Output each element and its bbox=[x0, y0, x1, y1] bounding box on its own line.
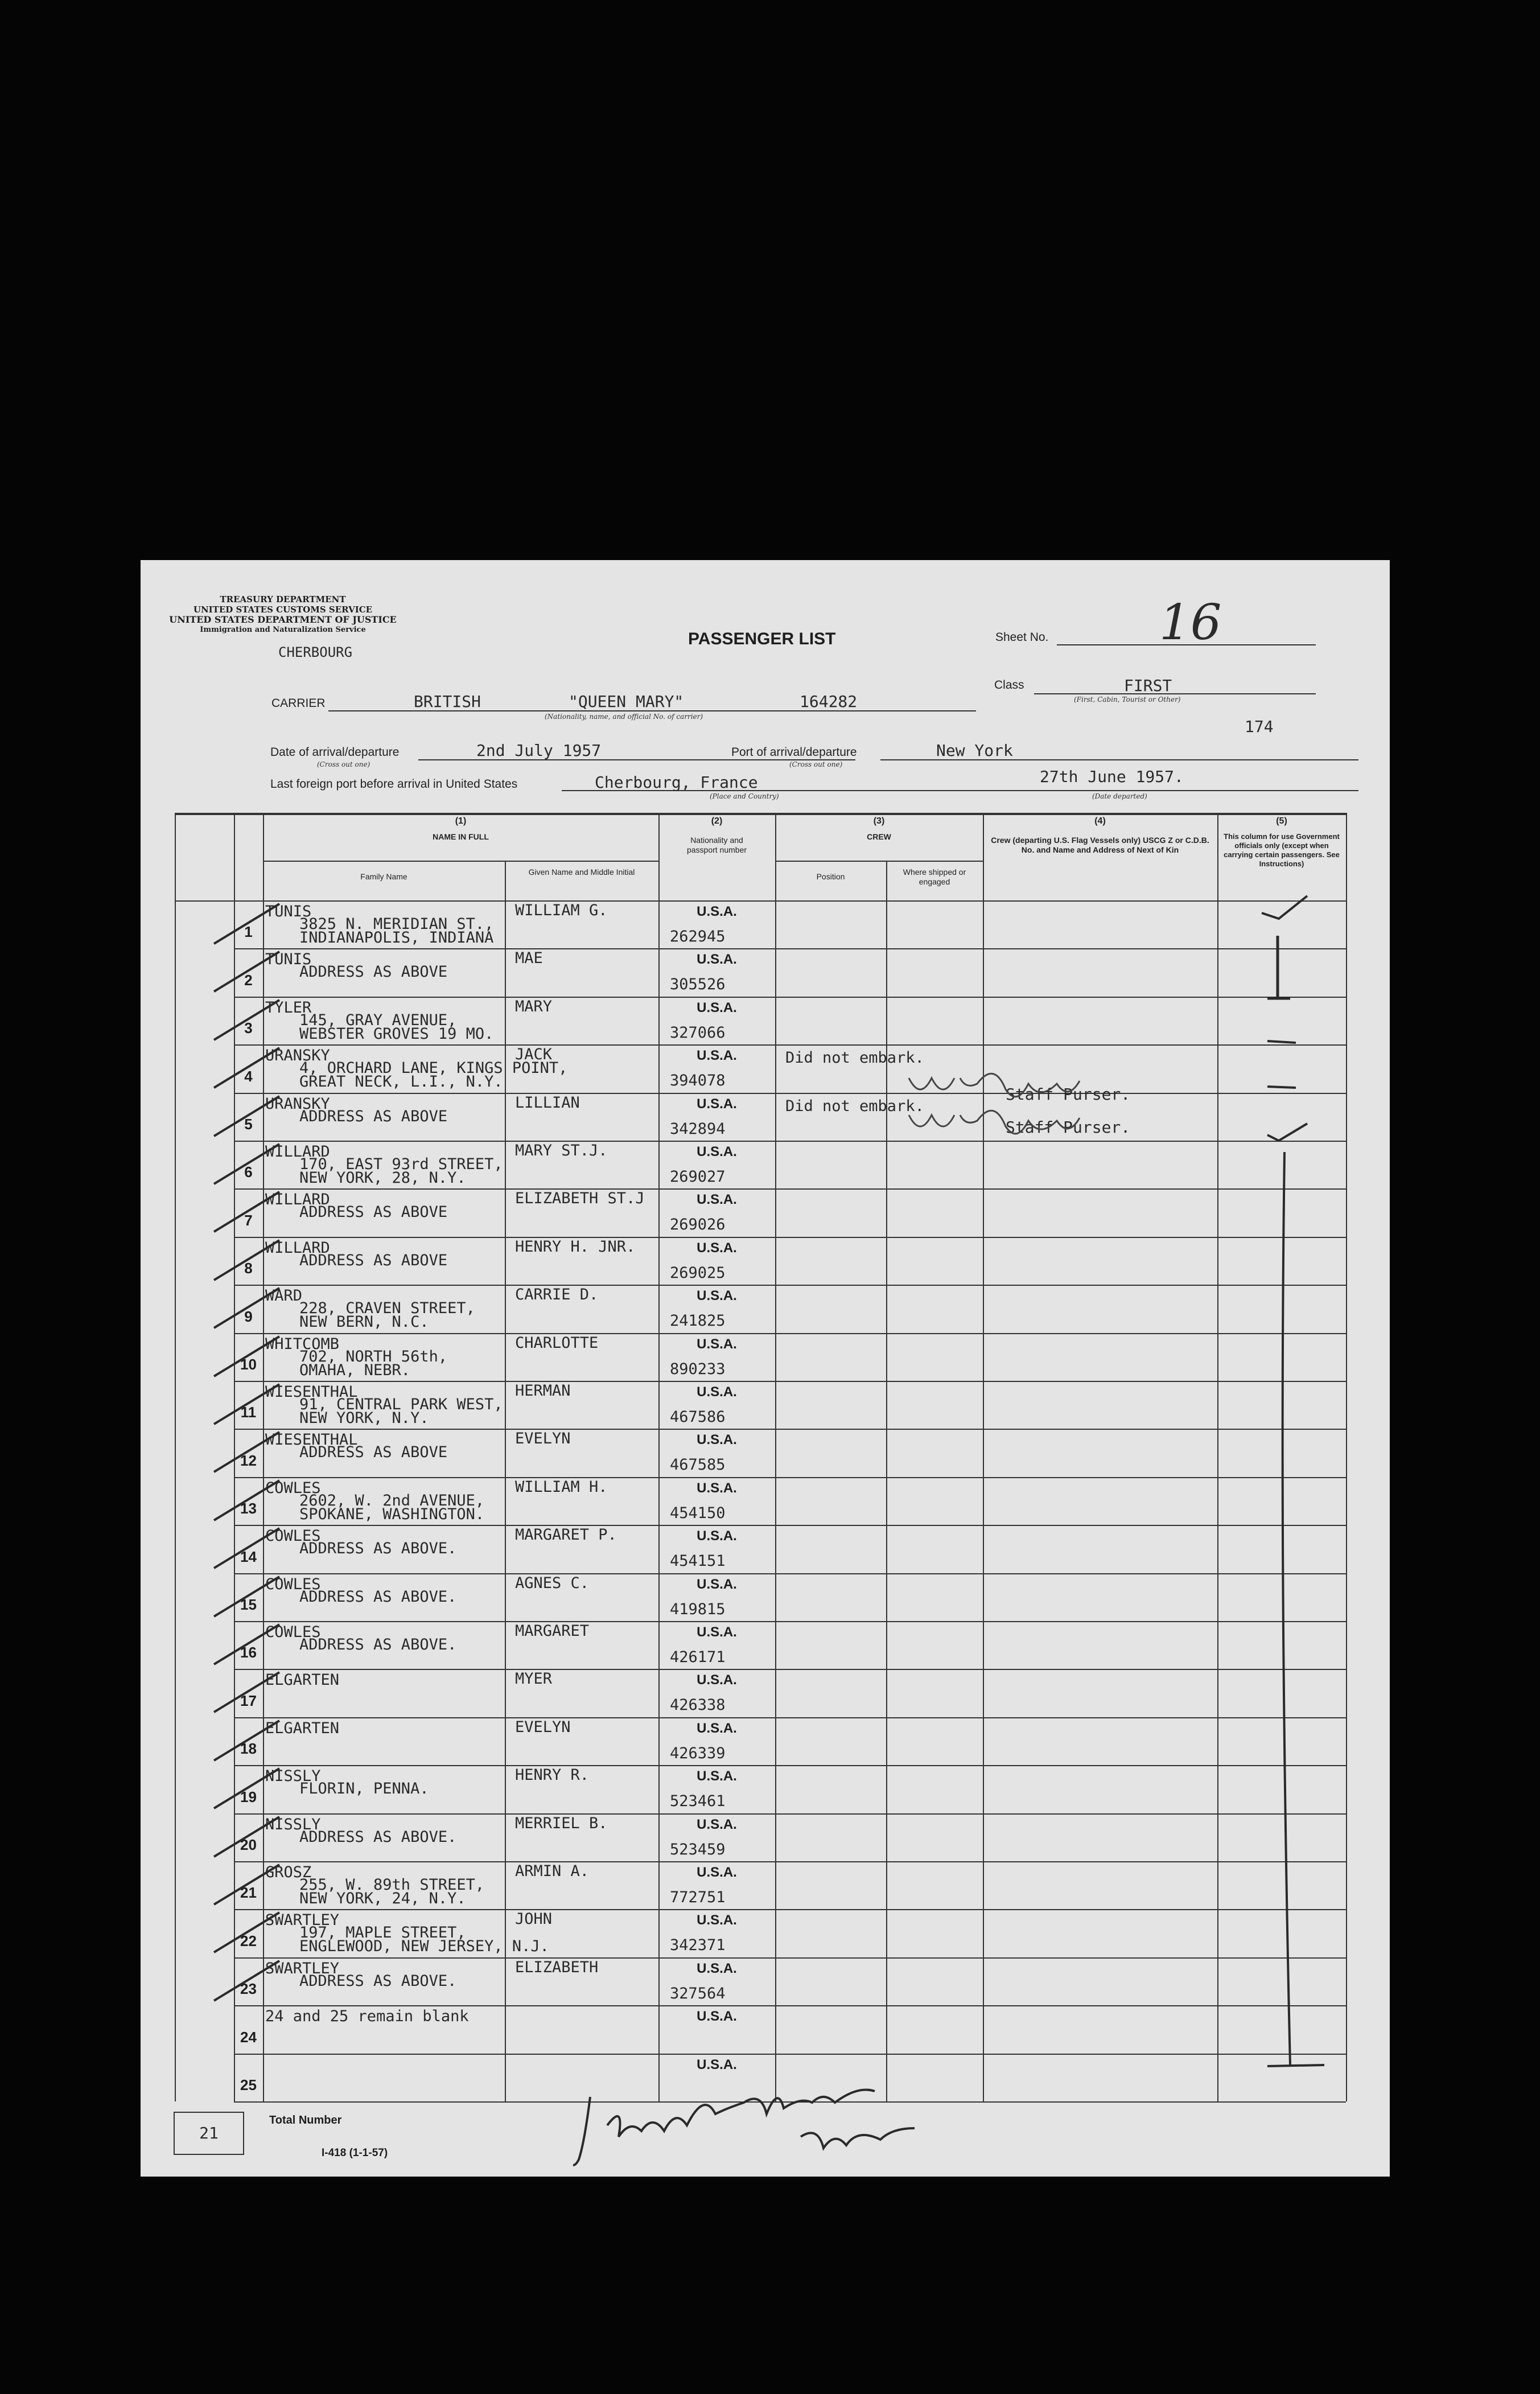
pen-check-mark bbox=[211, 1186, 291, 1237]
row-number: 16 bbox=[240, 1644, 257, 1661]
row-number: 9 bbox=[244, 1307, 253, 1325]
address-line: ADDRESS AS ABOVE. bbox=[299, 1972, 457, 1990]
page-count: 174 bbox=[1245, 717, 1274, 736]
address-line: 91, CENTRAL PARK WEST, bbox=[299, 1396, 503, 1413]
date-departed-value: 27th June 1957. bbox=[1040, 767, 1184, 786]
pen-check-mark bbox=[211, 1763, 291, 1814]
address-line: 3825 N. MERIDIAN ST., bbox=[299, 915, 494, 933]
pen-check-mark bbox=[211, 1523, 291, 1574]
passport-number: 890233 bbox=[670, 1360, 726, 1378]
given-name: CHARLOTTE bbox=[515, 1334, 599, 1352]
passport-number: 342894 bbox=[670, 1120, 726, 1138]
address-line: ADDRESS AS ABOVE bbox=[299, 963, 448, 981]
total-number-value: 21 bbox=[199, 2124, 219, 2142]
passenger-list-sheet bbox=[141, 560, 1390, 2177]
pen-check-mark bbox=[211, 898, 291, 949]
row-number: 7 bbox=[244, 1211, 253, 1229]
col4-number: (4) bbox=[1094, 816, 1106, 826]
family-name: WHITCOMB bbox=[265, 1335, 340, 1353]
carrier-label: CARRIER bbox=[271, 697, 326, 710]
crew-note: Did not embark. bbox=[785, 1097, 924, 1115]
pen-check-mark bbox=[211, 1426, 291, 1478]
address-line: OMAHA, NEBR. bbox=[299, 1361, 411, 1379]
pen-check-mark bbox=[211, 1667, 291, 1718]
last-port-hint: (Place and Country) bbox=[710, 792, 779, 800]
given-name: MARGARET bbox=[515, 1622, 590, 1640]
table-row bbox=[234, 1188, 1346, 1236]
carrier-name: "QUEEN MARY" bbox=[569, 692, 684, 711]
table-row bbox=[234, 1861, 1346, 1909]
nationality: U.S.A. bbox=[697, 2009, 737, 2025]
agency-line: UNITED STATES DEPARTMENT OF JUSTICE bbox=[169, 614, 397, 625]
address-line: 2602, W. 2nd AVENUE, bbox=[299, 1491, 485, 1509]
date-departed-hint: (Date departed) bbox=[1092, 792, 1147, 800]
passport-number: 327066 bbox=[670, 1023, 726, 1042]
purser-signature bbox=[903, 1061, 1142, 1146]
address-line: ADDRESS AS ABOVE. bbox=[299, 1540, 457, 1558]
given-name: MARY bbox=[515, 997, 553, 1015]
pen-check-mark bbox=[211, 1907, 291, 1958]
table-row bbox=[234, 1573, 1346, 1621]
family-name: GROSZ bbox=[265, 1864, 312, 1881]
pen-check-mark bbox=[211, 946, 291, 997]
passport-number: 269025 bbox=[670, 1264, 726, 1282]
date-label: Date of arrival/departure bbox=[270, 746, 400, 759]
sheet-number: 16 bbox=[1159, 594, 1222, 651]
col1-title: NAME IN FULL bbox=[433, 832, 489, 841]
address-line: 228, CRAVEN STREET, bbox=[299, 1299, 475, 1318]
col2-title: Nationality and passport number bbox=[686, 836, 747, 854]
family-name: SWARTLEY bbox=[265, 1959, 340, 1977]
carrier-hint: (Nationality, name, and official No. of carrier) bbox=[545, 713, 703, 721]
family-name: TYLER bbox=[265, 998, 312, 1017]
table-row bbox=[234, 1429, 1346, 1476]
nationality: U.S.A. bbox=[697, 1432, 737, 1448]
row-number: 6 bbox=[244, 1163, 253, 1181]
given-name: ELIZABETH bbox=[515, 1958, 599, 1976]
address-line: 702, NORTH 56th, bbox=[299, 1347, 448, 1365]
pen-check-mark bbox=[211, 1955, 291, 2006]
pen-check-mark bbox=[211, 994, 291, 1046]
pen-check-mark bbox=[211, 1091, 291, 1142]
row-number: 17 bbox=[240, 1692, 257, 1709]
row-number: 11 bbox=[240, 1404, 257, 1421]
pen-check-mark bbox=[211, 1715, 291, 1766]
nationality: U.S.A. bbox=[697, 1240, 737, 1256]
family-name: COWLES bbox=[265, 1623, 321, 1641]
agency-line: TREASURY DEPARTMENT bbox=[220, 594, 346, 604]
port-stamp: CHERBOURG bbox=[278, 644, 353, 660]
row-number: 23 bbox=[240, 1980, 257, 1998]
pen-check-mark bbox=[211, 1859, 291, 1910]
table-row bbox=[234, 1525, 1346, 1573]
table-row bbox=[234, 1285, 1346, 1332]
family-name: NISSLY bbox=[265, 1815, 321, 1833]
table-row bbox=[234, 1477, 1346, 1525]
table-row bbox=[234, 1717, 1346, 1765]
nationality: U.S.A. bbox=[697, 1768, 737, 1784]
passport-number: 772751 bbox=[670, 1889, 726, 1906]
crew-note: Did not embark. bbox=[785, 1049, 924, 1067]
col-family-name: Family Name bbox=[360, 872, 407, 881]
passport-number: 305526 bbox=[670, 976, 726, 994]
passport-number: 426339 bbox=[670, 1744, 726, 1762]
row-number: 25 bbox=[240, 2076, 257, 2093]
family-name: COWLES bbox=[265, 1479, 321, 1497]
nationality: U.S.A. bbox=[697, 999, 737, 1015]
row-number: 24 bbox=[240, 2028, 257, 2046]
passport-number: 467586 bbox=[670, 1408, 726, 1426]
table-row bbox=[234, 1237, 1346, 1285]
family-name: URANSKY bbox=[265, 1047, 330, 1065]
address-line: 145, GRAY AVENUE, bbox=[299, 1011, 457, 1029]
family-name: TUNIS bbox=[265, 951, 312, 969]
nationality: U.S.A. bbox=[697, 952, 737, 968]
address-line: GREAT NECK, L.I., N.Y. bbox=[299, 1073, 503, 1091]
table-row bbox=[234, 2005, 1346, 2053]
address-line: 4, ORCHARD LANE, KINGS POINT, bbox=[299, 1059, 568, 1077]
given-name: HENRY R. bbox=[515, 1766, 590, 1784]
crew-subheader-rule bbox=[775, 861, 983, 862]
table-row bbox=[234, 1909, 1346, 1957]
name-subheader-rule bbox=[263, 861, 658, 862]
row-number: 1 bbox=[244, 923, 253, 941]
address-line: ADDRESS AS ABOVE bbox=[299, 1107, 448, 1125]
address-line: ADDRESS AS ABOVE. bbox=[299, 1587, 457, 1606]
address-line: ENGLEWOOD, NEW JERSEY, N.J. bbox=[299, 1938, 549, 1956]
passport-number: 269026 bbox=[670, 1216, 726, 1234]
pen-check-mark bbox=[211, 1571, 291, 1622]
table-row bbox=[234, 948, 1346, 996]
table-row bbox=[234, 1813, 1346, 1861]
pen-check-mark bbox=[211, 1619, 291, 1670]
col-given-name: Given Name and Middle Initial bbox=[528, 867, 635, 877]
passport-number: 419815 bbox=[670, 1600, 726, 1618]
address-line: NEW BERN, N.C. bbox=[299, 1313, 429, 1331]
given-name: EVELYN bbox=[515, 1430, 571, 1448]
given-name: MARGARET P. bbox=[515, 1526, 617, 1544]
passport-number: 426171 bbox=[670, 1648, 726, 1666]
last-port-label: Last foreign port before arrival in United States bbox=[270, 778, 518, 791]
passenger-table bbox=[141, 560, 1390, 2177]
col-where-shipped: Where shipped or engaged bbox=[903, 867, 966, 886]
address-line: ADDRESS AS ABOVE. bbox=[299, 1636, 457, 1653]
nationality: U.S.A. bbox=[697, 1528, 737, 1544]
agency-line: UNITED STATES CUSTOMS SERVICE bbox=[193, 604, 373, 615]
row-number: 21 bbox=[240, 1884, 257, 1902]
annotation-staff-purser: Staff Purser. bbox=[1006, 1118, 1131, 1137]
row-number: 10 bbox=[240, 1355, 257, 1373]
carrier-nationality: BRITISH bbox=[414, 692, 481, 711]
family-name: TUNIS bbox=[265, 903, 312, 920]
passport-number: 454150 bbox=[670, 1504, 726, 1522]
family-name: WILLARD bbox=[265, 1191, 330, 1209]
address-line: 197, MAPLE STREET, bbox=[299, 1924, 466, 1942]
address-line: ADDRESS AS ABOVE bbox=[299, 1203, 448, 1221]
row-number: 20 bbox=[240, 1836, 257, 1853]
date-cross-hint: (Cross out one) bbox=[317, 760, 370, 768]
date-value: 2nd July 1957 bbox=[476, 741, 602, 760]
row-number: 2 bbox=[244, 971, 253, 989]
given-name: JOHN bbox=[515, 1910, 553, 1928]
passport-number: 269027 bbox=[670, 1168, 726, 1186]
table-row bbox=[234, 1381, 1346, 1429]
nationality: U.S.A. bbox=[697, 1288, 737, 1304]
nationality: U.S.A. bbox=[697, 2056, 737, 2072]
col5-title: This column for use Government officials only (except when carrying certain passengers. See Instructions) bbox=[1224, 832, 1340, 868]
col1-number: (1) bbox=[455, 816, 467, 826]
family-name: WILLARD bbox=[265, 1239, 330, 1257]
family-name: COWLES bbox=[265, 1575, 321, 1593]
col4-title: Crew (departing U.S. Flag Vessels only) USCG Z or C.D.B. No. and Name and Address of Next of Kin bbox=[991, 836, 1209, 854]
port-value: New York bbox=[936, 741, 1013, 760]
last-port-value: Cherbourg, France bbox=[595, 773, 758, 792]
row-number: 14 bbox=[240, 1548, 257, 1565]
page-title: PASSENGER LIST bbox=[688, 630, 836, 648]
table-row bbox=[234, 1093, 1346, 1141]
given-name: WILLIAM G. bbox=[515, 902, 608, 919]
given-name: EVELYN bbox=[515, 1718, 571, 1736]
address-line: 170, EAST 93rd STREET, bbox=[299, 1155, 503, 1173]
passport-number: 327564 bbox=[670, 1984, 726, 2002]
address-line: INDIANAPOLIS, INDIANA bbox=[299, 929, 494, 947]
agency-line: Immigration and Naturalization Service bbox=[200, 626, 366, 634]
family-name: WILLARD bbox=[265, 1143, 330, 1161]
row-number: 3 bbox=[244, 1019, 253, 1037]
nationality: U.S.A. bbox=[697, 1672, 737, 1688]
row-number: 5 bbox=[244, 1115, 253, 1133]
address-line: WEBSTER GROVES 19 MO. bbox=[299, 1025, 494, 1043]
given-name: HERMAN bbox=[515, 1382, 571, 1400]
family-name: WARD bbox=[265, 1287, 303, 1305]
address-line: FLORIN, PENNA. bbox=[299, 1780, 429, 1798]
table-top-rule bbox=[175, 813, 1346, 815]
class-hint: (First, Cabin, Tourist or Other) bbox=[1074, 696, 1181, 704]
passport-number: 523459 bbox=[670, 1840, 726, 1858]
table-row bbox=[234, 900, 1346, 948]
table-row bbox=[234, 1621, 1346, 1669]
pen-check-mark bbox=[211, 1042, 291, 1093]
table-row bbox=[234, 997, 1346, 1044]
class-value: FIRST bbox=[1124, 676, 1172, 695]
nationality: U.S.A. bbox=[697, 1576, 737, 1592]
table-row bbox=[234, 1141, 1346, 1188]
address-line: SPOKANE, WASHINGTON. bbox=[299, 1505, 485, 1523]
pen-check-mark bbox=[211, 1235, 291, 1286]
family-name: WIESENTHAL bbox=[265, 1431, 358, 1449]
passport-number: 342371 bbox=[670, 1936, 726, 1955]
nationality: U.S.A. bbox=[697, 1096, 737, 1112]
given-name: JACK bbox=[515, 1046, 553, 1064]
row-number: 18 bbox=[240, 1740, 257, 1758]
col-position: Position bbox=[816, 872, 845, 881]
col2-number: (2) bbox=[711, 816, 723, 826]
col5-number: (5) bbox=[1276, 816, 1287, 826]
nationality: U.S.A. bbox=[697, 1192, 737, 1208]
given-name: AGNES C. bbox=[515, 1574, 590, 1592]
family-name: 24 and 25 remain blank bbox=[265, 2008, 469, 2026]
class-label: Class bbox=[994, 678, 1024, 692]
port-cross-hint: (Cross out one) bbox=[789, 760, 843, 768]
pen-check-mark bbox=[211, 1379, 291, 1430]
nationality: U.S.A. bbox=[697, 1865, 737, 1880]
passport-number: 426338 bbox=[670, 1696, 726, 1714]
given-name: WILLIAM H. bbox=[515, 1478, 608, 1496]
given-name: ELIZABETH ST.J bbox=[515, 1190, 645, 1208]
nationality: U.S.A. bbox=[697, 1816, 737, 1832]
row-number: 12 bbox=[240, 1451, 257, 1469]
nationality: U.S.A. bbox=[697, 1048, 737, 1064]
nationality: U.S.A. bbox=[697, 1720, 737, 1736]
nationality: U.S.A. bbox=[697, 1336, 737, 1352]
port-label: Port of arrival/departure bbox=[731, 746, 857, 759]
address-line: NEW YORK, 24, N.Y. bbox=[299, 1890, 466, 1907]
annotation-staff-purser: Staff Purser. bbox=[1006, 1085, 1131, 1104]
nationality: U.S.A. bbox=[697, 1384, 737, 1400]
col3-title: CREW bbox=[867, 832, 891, 841]
column-rule bbox=[175, 813, 176, 2101]
row-number: 13 bbox=[240, 1500, 257, 1517]
row-number: 8 bbox=[244, 1260, 253, 1277]
address-line: ADDRESS AS ABOVE bbox=[299, 1443, 448, 1462]
given-name: HENRY H. JNR. bbox=[515, 1237, 636, 1256]
family-name: WIESENTHAL bbox=[265, 1383, 358, 1401]
inspector-signature bbox=[573, 2086, 937, 2171]
table-row bbox=[234, 1957, 1346, 2005]
nationality: U.S.A. bbox=[697, 904, 737, 919]
family-name: URANSKY bbox=[265, 1095, 330, 1113]
address-line: NEW YORK, N.Y. bbox=[299, 1409, 429, 1427]
passport-number: 523461 bbox=[670, 1792, 726, 1811]
col3-number: (3) bbox=[873, 816, 885, 826]
address-line: ADDRESS AS ABOVE. bbox=[299, 1828, 457, 1846]
family-name: ELGARTEN bbox=[265, 1719, 340, 1737]
total-number-label: Total Number bbox=[269, 2114, 342, 2126]
pen-check-mark bbox=[211, 1138, 291, 1190]
given-name: MAE bbox=[515, 949, 543, 968]
pen-check-mark bbox=[211, 1282, 291, 1334]
nationality: U.S.A. bbox=[697, 1144, 737, 1159]
pen-check-mark bbox=[211, 1475, 291, 1526]
sheet-label: Sheet No. bbox=[995, 631, 1049, 644]
passport-number: 241825 bbox=[670, 1312, 726, 1330]
row-number: 15 bbox=[240, 1595, 257, 1613]
table-row bbox=[234, 1765, 1346, 1813]
family-name: COWLES bbox=[265, 1527, 321, 1545]
passport-number: 394078 bbox=[670, 1072, 726, 1090]
table-row bbox=[234, 1044, 1346, 1092]
passport-number: 454151 bbox=[670, 1552, 726, 1570]
given-name: ARMIN A. bbox=[515, 1862, 590, 1880]
given-name: MARY ST.J. bbox=[515, 1142, 608, 1159]
official-check-marks bbox=[1245, 890, 1358, 2086]
table-row bbox=[234, 1669, 1346, 1717]
family-name: NISSLY bbox=[265, 1767, 321, 1786]
pen-check-mark bbox=[211, 1331, 291, 1382]
given-name: MYER bbox=[515, 1670, 553, 1688]
address-line: ADDRESS AS ABOVE bbox=[299, 1251, 448, 1269]
total-number-box bbox=[174, 2112, 244, 2155]
form-number: I-418 (1-1-57) bbox=[322, 2147, 388, 2159]
nationality: U.S.A. bbox=[697, 1624, 737, 1640]
nationality: U.S.A. bbox=[697, 1960, 737, 1976]
passport-number: 262945 bbox=[670, 928, 726, 945]
nationality: U.S.A. bbox=[697, 1480, 737, 1496]
address-line: 255, W. 89th STREET, bbox=[299, 1876, 485, 1894]
address-line: NEW YORK, 28, N.Y. bbox=[299, 1169, 466, 1187]
row-number: 19 bbox=[240, 1788, 257, 1805]
given-name: CARRIE D. bbox=[515, 1286, 599, 1304]
pen-check-mark bbox=[211, 1811, 291, 1862]
table-row bbox=[234, 1333, 1346, 1381]
passport-number: 467585 bbox=[670, 1456, 726, 1474]
row-number: 22 bbox=[240, 1932, 257, 1949]
carrier-number: 164282 bbox=[800, 692, 858, 711]
family-name: SWARTLEY bbox=[265, 1911, 340, 1930]
family-name: ELGARTEN bbox=[265, 1671, 340, 1689]
given-name: MERRIEL B. bbox=[515, 1814, 608, 1832]
row-number: 4 bbox=[244, 1067, 253, 1085]
nationality: U.S.A. bbox=[697, 1912, 737, 1928]
given-name: LILLIAN bbox=[515, 1093, 580, 1112]
